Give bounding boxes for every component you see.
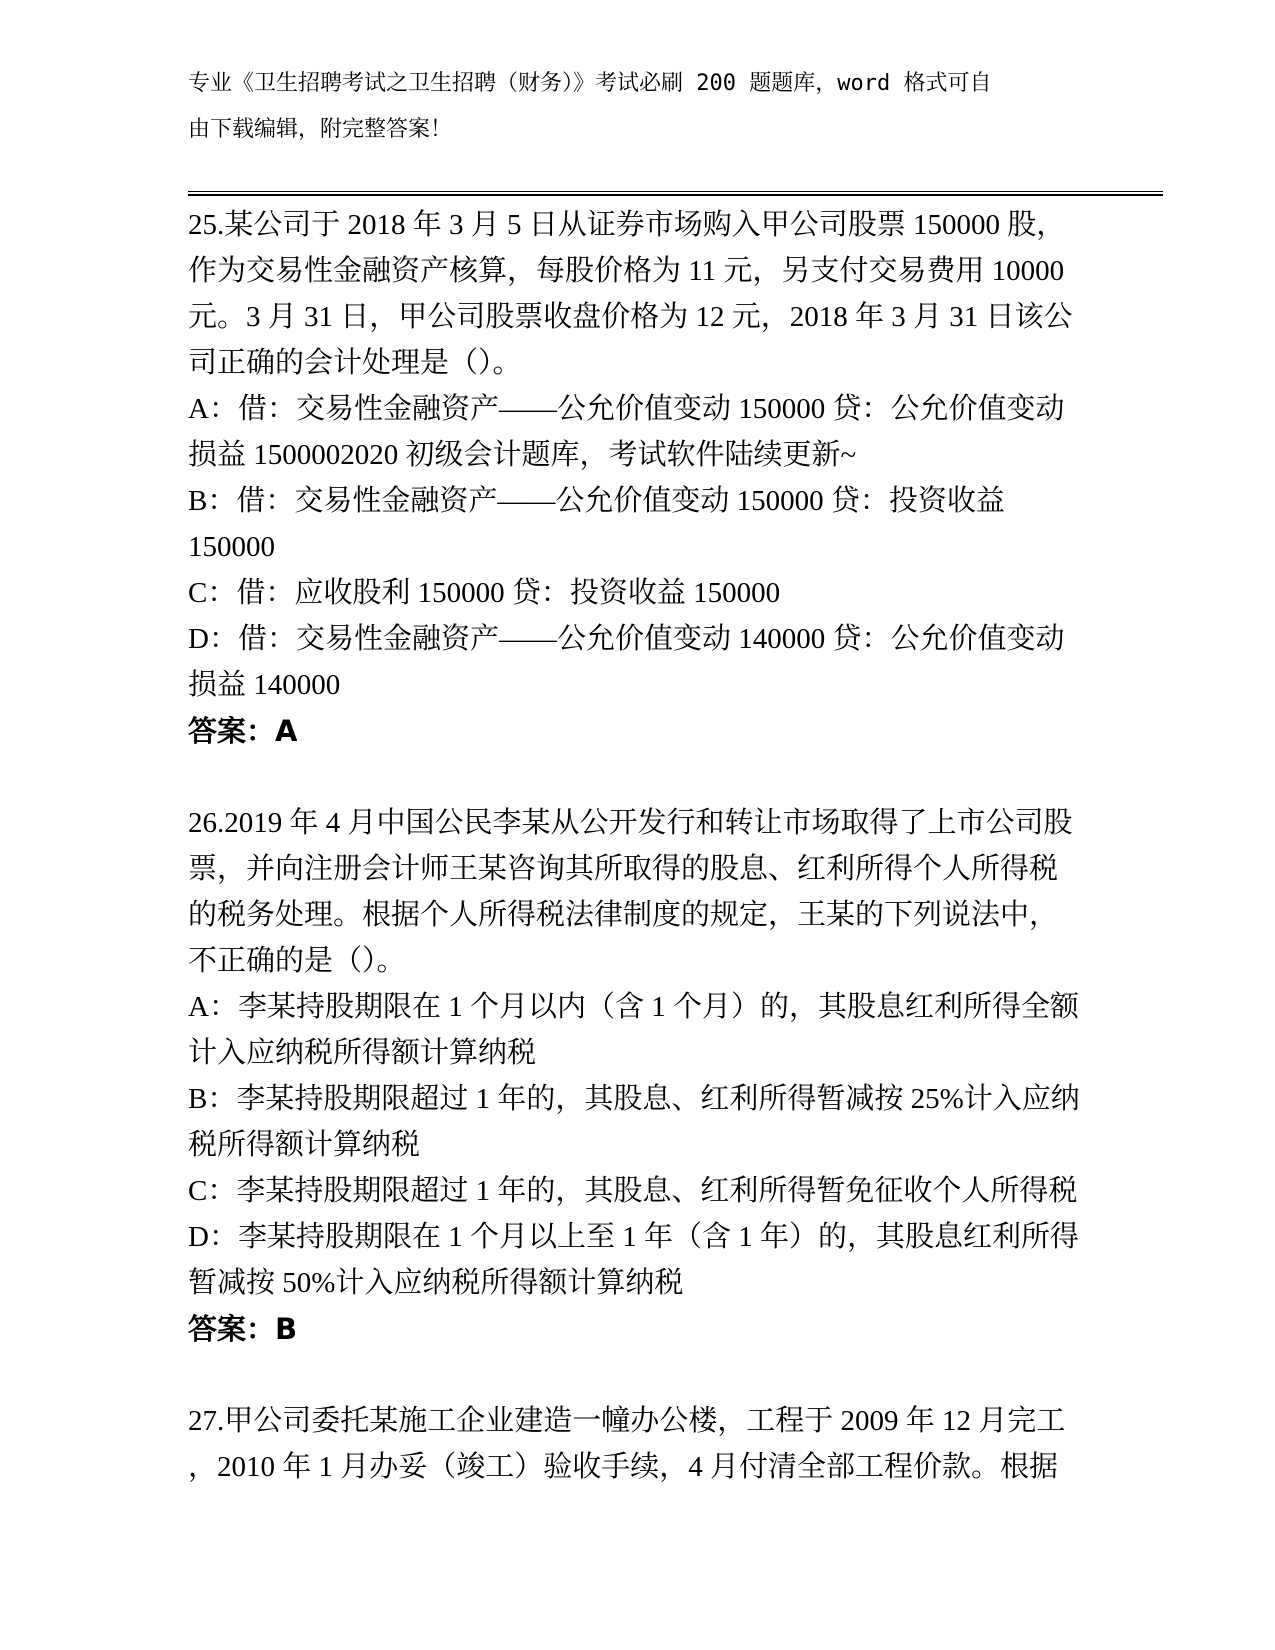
option-line-b-cont: 150000	[188, 531, 275, 563]
header-text-line: 专业《卫生招聘考试之卫生招聘（财务）》考试必刷 200 题题库，word 格式可自	[188, 71, 992, 96]
option-line-d-cont: 暂减按 50%计入应纳税所得额计算纳税	[188, 1267, 684, 1299]
option-line-a: A：李某持股期限在 1 个月以内（含 1 个月）的，其股息红利所得全额	[188, 991, 1079, 1023]
question-text-line: 司正确的会计处理是（）。	[188, 347, 522, 379]
page-header	[188, 0, 1118, 156]
option-line-b-cont: 税所得额计算纳税	[188, 1129, 421, 1161]
question-text-line: ，2010 年 1 月办妥（竣工）验收手续，4 月付清全部工程价款。根据	[188, 1451, 1059, 1483]
option-line-d-cont: 损益 140000	[188, 669, 341, 701]
question-text-line: 26.2019 年 4 月中国公民李某从公开发行和转让市场取得了上市公司股	[188, 807, 1073, 839]
question-text-line: 25.某公司于 2018 年 3 月 5 日从证券市场购入甲公司股票 150000 股，	[188, 209, 1066, 241]
question-text-line: 票，并向注册会计师王某咨询其所取得的股息、红利所得个人所得税	[188, 853, 1059, 885]
answer-line: 答案：A	[188, 714, 298, 748]
blank-line	[188, 754, 1128, 800]
header-divider	[188, 191, 1163, 196]
question-text-line: 的税务处理。根据个人所得税法律制度的规定，王某的下列说法中，	[188, 899, 1059, 931]
option-line-d: D：借：交易性金融资产——公允价值变动 140000 贷：公允价值变动	[188, 623, 1065, 655]
option-line-a-cont: 计入应纳税所得额计算纳税	[188, 1037, 537, 1069]
option-line-a-cont: 损益 1500002020 初级会计题库，考试软件陆续更新~	[188, 439, 857, 471]
option-line-a: A：借：交易性金融资产——公允价值变动 150000 贷：公允价值变动	[188, 393, 1065, 425]
question-text-line: 27.甲公司委托某施工企业建造一幢办公楼，工程于 2009 年 12 月完工	[188, 1405, 1066, 1437]
option-line-b: B：借：交易性金融资产——公允价值变动 150000 贷：投资收益	[188, 485, 1005, 517]
document-body	[188, 202, 1128, 1490]
option-line-d: D：李某持股期限在 1 个月以上至 1 年（含 1 年）的，其股息红利所得	[188, 1221, 1079, 1253]
option-line-c: C：李某持股期限超过 1 年的，其股息、红利所得暂免征收个人所得税	[188, 1175, 1078, 1207]
option-line-c: C：借：应收股利 150000 贷：投资收益 150000	[188, 577, 781, 609]
question-26	[188, 800, 1128, 1352]
blank-line	[188, 1352, 1128, 1398]
option-line-b: B：李某持股期限超过 1 年的，其股息、红利所得暂减按 25%计入应纳	[188, 1083, 1080, 1115]
question-text-line: 作为交易性金融资产核算，每股价格为 11 元，另支付交易费用 10000	[188, 255, 1065, 287]
header-text-line: 由下载编辑，附完整答案！	[188, 117, 453, 142]
question-text-line: 不正确的是（）。	[188, 945, 406, 977]
answer-line: 答案：B	[188, 1312, 298, 1346]
question-25	[188, 202, 1128, 754]
question-text-line: 元。3 月 31 日，甲公司股票收盘价格为 12 元，2018 年 3 月 31 日该公	[188, 301, 1073, 333]
question-27	[188, 1398, 1128, 1490]
